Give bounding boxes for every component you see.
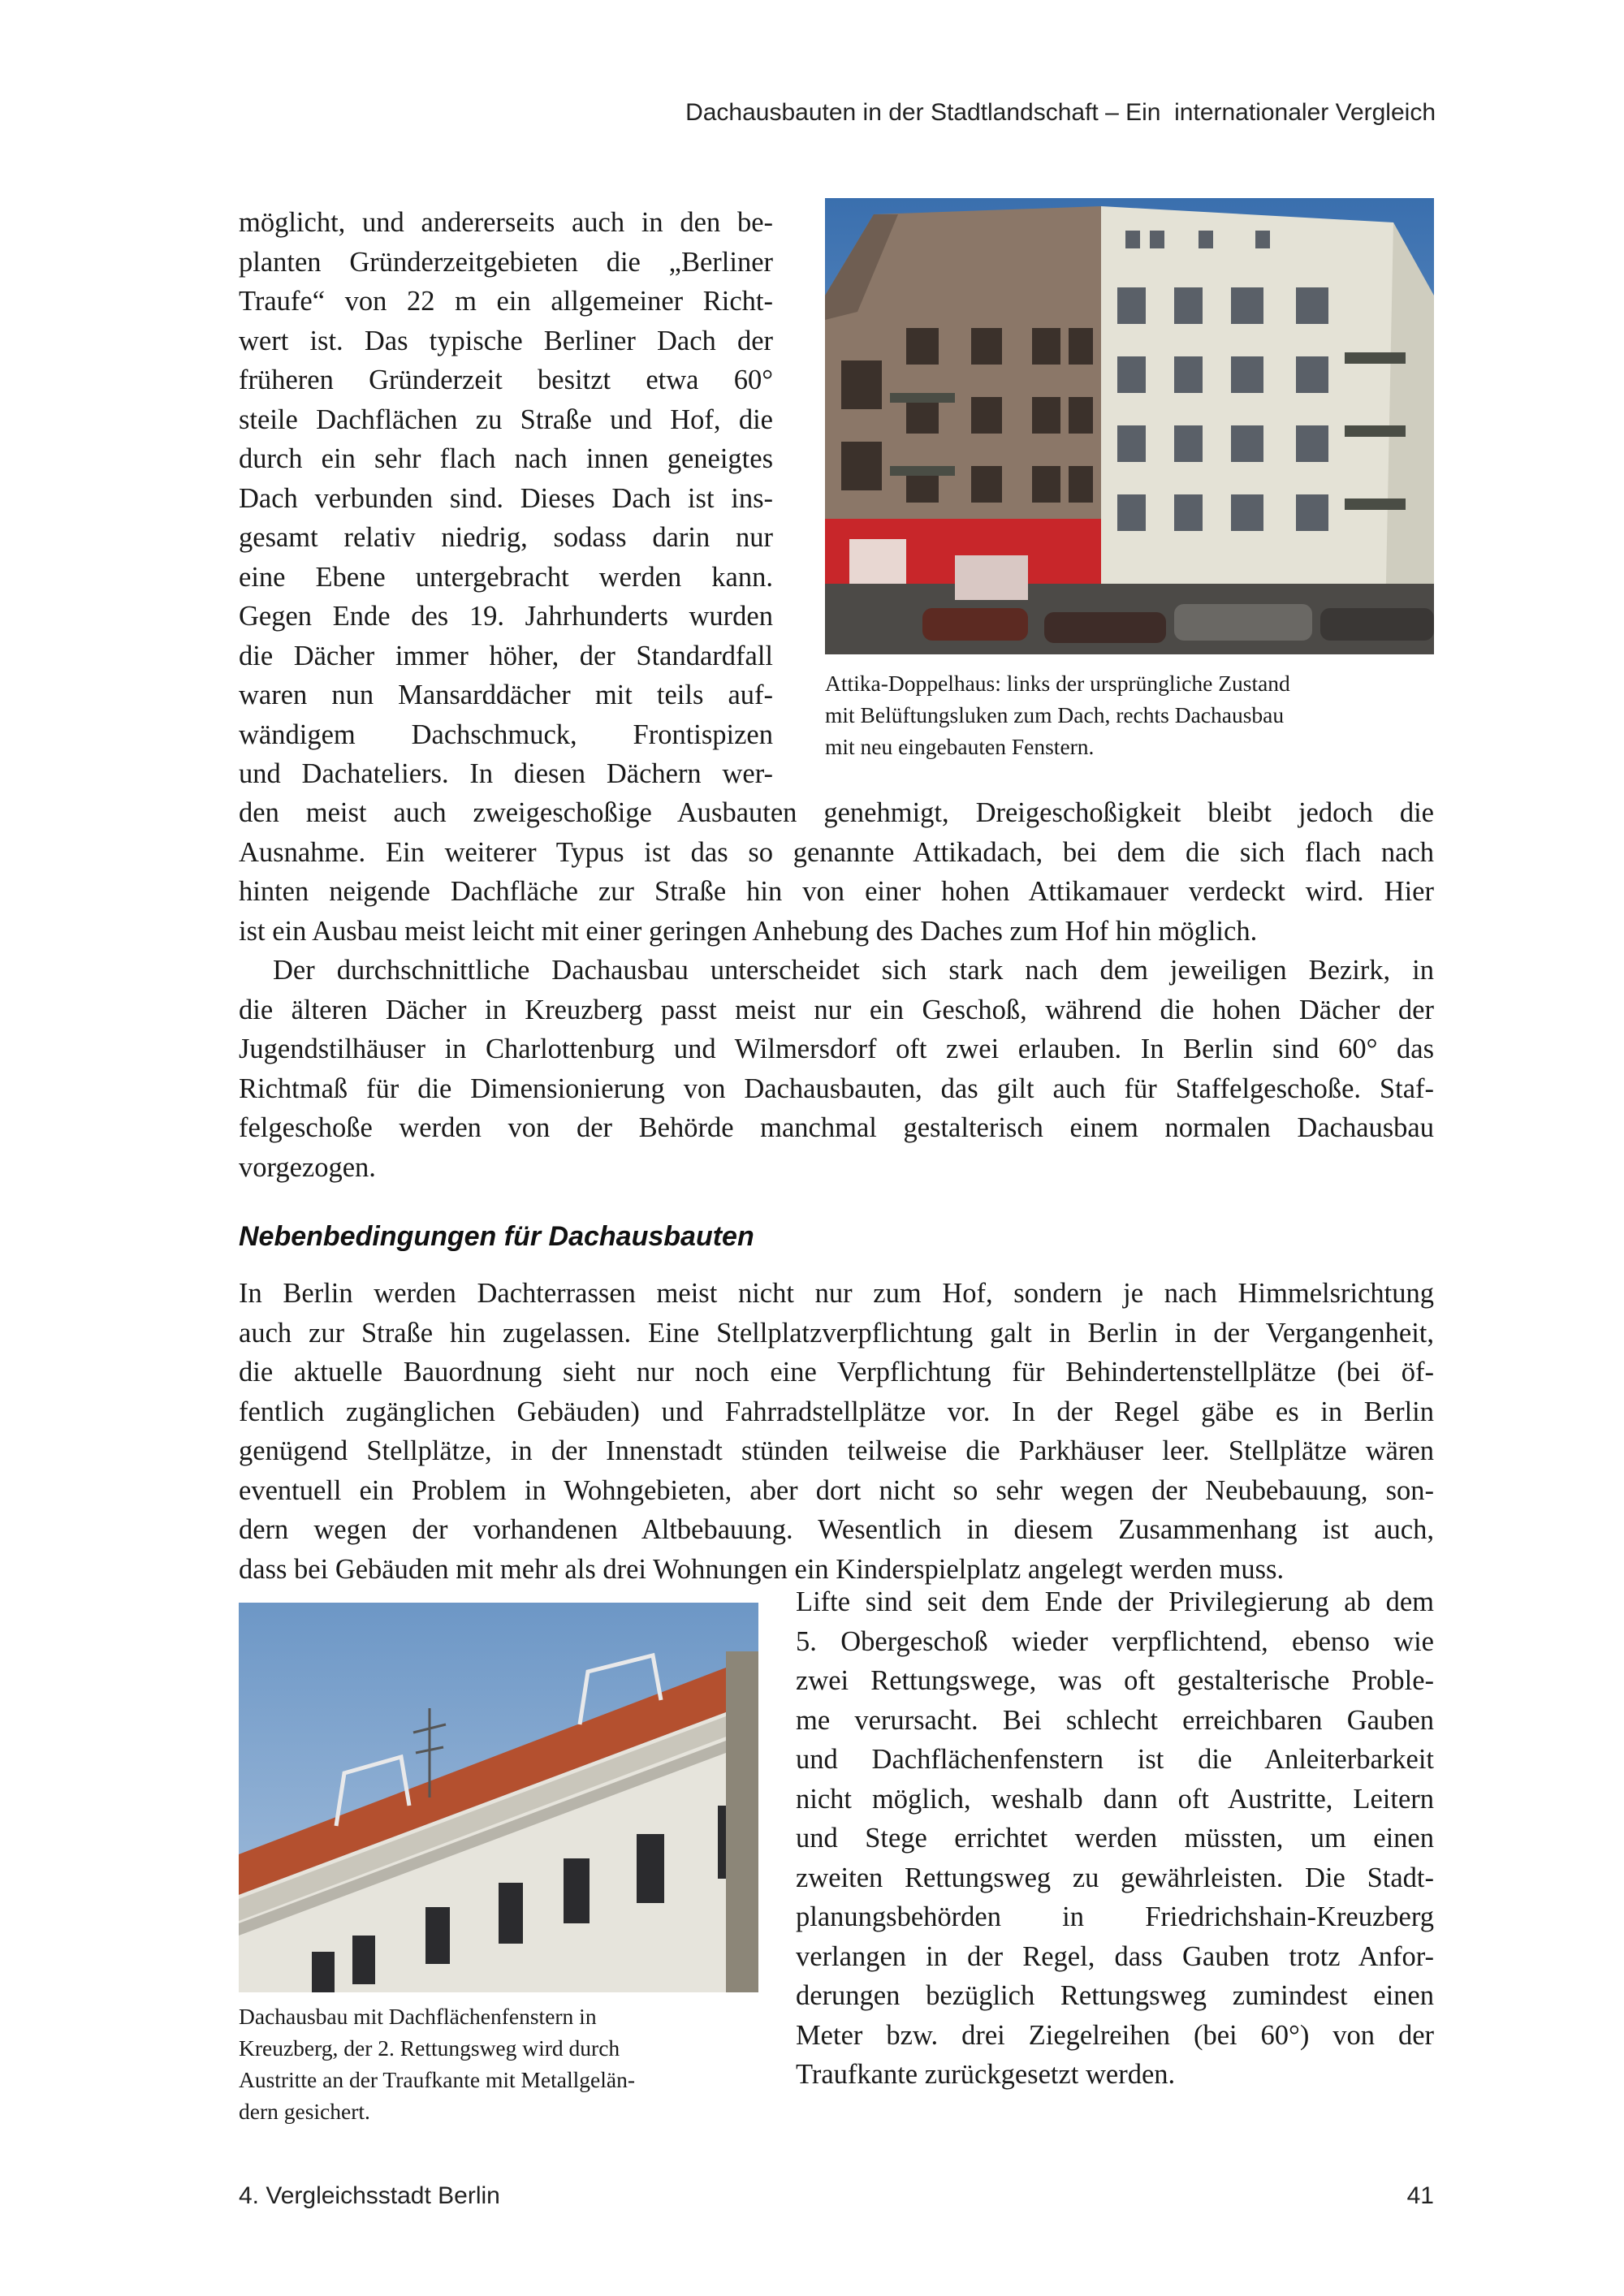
- text-line: den meist auch zweigeschoßige Ausbauten genehmigt, Dreigeschoßigkeit bleibt jedoch die: [239, 797, 1434, 828]
- text-line: Traufkante zurückgesetzt werden.: [796, 2059, 1176, 2090]
- text-line: die älteren Dächer in Kreuzberg passt meist nur ein Geschoß, während die hohen Dächer der: [239, 994, 1434, 1025]
- page-number: 41: [1406, 2182, 1434, 2209]
- text-line: Meter bzw. drei Ziegelreihen (bei 60°) von der: [796, 2019, 1434, 2051]
- photo-caption-1: [825, 667, 1434, 762]
- text-line: zweiten Rettungsweg zu gewährleisten. Die Stadt-: [796, 1862, 1434, 1893]
- text-line: hinten neigende Dachfläche zur Straße hin von einer hohen Attikamauer verdeckt wird. Hier: [239, 876, 1434, 907]
- text-line: wert ist. Das typische Berliner Dach der: [239, 325, 773, 356]
- text-line: eine Ebene untergebracht werden kann.: [239, 561, 773, 593]
- text-line: auch zur Straße hin zugelassen. Eine Stellplatzverpflichtung galt in Berlin in der Vergangenheit,: [239, 1317, 1434, 1349]
- text-line: derungen bezüglich Rettungsweg zumindest einen: [796, 1980, 1434, 2011]
- text-line: zwei Rettungswege, was oft gestalterische Proble-: [796, 1665, 1434, 1696]
- rettungsweg-paragraph: [796, 1582, 1434, 2095]
- paragraph-bezirk: [239, 951, 1434, 1187]
- text-line: Jugendstilhäuser in Charlottenburg und Wilmersdorf oft zwei erlauben. In Berlin sind 60° das: [239, 1034, 1434, 1064]
- text-line: genügend Stellplätze, in der Innenstadt stünden teilweise die Parkhäuser leer. Stellplätze wären: [239, 1435, 1434, 1466]
- text-line: vorgezogen.: [239, 1151, 376, 1183]
- photo-caption-2: [239, 2000, 758, 2127]
- text-line: Ausnahme. Ein weiterer Typus ist das so genannte Attikadach, bei dem die sich flach nach: [239, 836, 1434, 868]
- text-line: und Stege errichtet werden müssten, um einen: [796, 1823, 1434, 1854]
- text-line: Austritte an der Traufkante mit Metallgelän-: [239, 2067, 636, 2092]
- footer-chapter: 4. Vergleichsstadt Berlin: [239, 2182, 500, 2209]
- text-line: Attika-Doppelhaus: links der ursprüngliche Zustand: [825, 671, 1290, 696]
- text-line: Kreuzberg, der 2. Rettungsweg wird durch: [239, 2035, 620, 2061]
- text-line: Lifte sind seit dem Ende der Privilegierung ab dem: [796, 1586, 1434, 1617]
- text-line: Der durchschnittliche Dachausbau unterscheidet sich stark nach dem jeweiligen Bezirk, in: [273, 955, 1434, 986]
- text-line: 5. Obergeschoß wieder verpflichtend, ebenso wie: [796, 1625, 1434, 1657]
- text-line: nicht möglich, weshalb dann oft Austritte, Leitern: [796, 1783, 1434, 1815]
- text-line: wändigem Dachschmuck, Frontispizen: [239, 719, 773, 750]
- text-line: die Dächer immer höher, der Standardfall: [239, 640, 773, 671]
- text-line: dass bei Gebäuden mit mehr als drei Wohnungen ein Kinderspielplatz angelegt werden muss.: [239, 1553, 1285, 1585]
- text-line: eventuell ein Problem in Wohngebieten, aber dort nicht so sehr wegen der Neubebauung, son-: [239, 1474, 1434, 1506]
- text-line: fentlich zugänglichen Gebäuden) und Fahrradstellplätze vor. In der Regel gäbe es in Berlin: [239, 1396, 1434, 1427]
- text-line: mit Belüftungsluken zum Dach, rechts Dachausbau: [825, 702, 1285, 727]
- text-line: planten Gründerzeitgebieten die „Berliner: [239, 246, 773, 278]
- text-line: verlangen in der Regel, dass Gauben trotz Anfor-: [796, 1940, 1434, 1972]
- text-line: planungsbehörden in Friedrichshain-Kreuzberg: [796, 1901, 1434, 1932]
- section-paragraph: [239, 1274, 1434, 1589]
- intro-continuation: [239, 793, 1434, 951]
- text-line: In Berlin werden Dachterrassen meist nicht nur zum Hof, sondern je nach Himmelsrichtung: [239, 1278, 1434, 1309]
- text-line: ist ein Ausbau meist leicht mit einer geringen Anhebung des Daches zum Hof hin möglich.: [239, 915, 1258, 947]
- text-line: waren nun Mansarddächer mit teils auf-: [239, 680, 773, 710]
- text-line: dern wegen der vorhandenen Altbebauung. Wesentlich in diesem Zusammenhang ist auch,: [239, 1514, 1434, 1545]
- text-line: die aktuelle Bauordnung sieht nur noch eine Verpflichtung für Behindertenstellplätze (bei öf-: [239, 1357, 1434, 1388]
- text-line: und Dachateliers. In diesen Dächern wer-: [239, 758, 773, 789]
- text-line: mit neu eingebauten Fenstern.: [825, 734, 1095, 759]
- text-line: gesamt relativ niedrig, sodass darin nur: [239, 522, 773, 553]
- text-line: Dach verbunden sind. Dieses Dach ist ins-: [239, 482, 773, 514]
- building-photo-1: [825, 198, 1434, 654]
- text-line: durch ein sehr flach nach innen geneigtes: [239, 443, 773, 474]
- text-line: dern gesichert.: [239, 2099, 370, 2124]
- photo-attika-doppelhaus: [825, 198, 1434, 654]
- text-line: steile Dachflächen zu Straße und Hof, die: [239, 404, 773, 435]
- text-line: felgeschoße werden von der Behörde manchmal gestalterisch einem normalen Dachausbau: [239, 1112, 1434, 1143]
- text-line: Richtmaß für die Dimensionierung von Dachausbauten, das gilt auch für Staffelgeschoße. Staf-: [239, 1072, 1434, 1104]
- building-photo-2: [239, 1603, 758, 1992]
- photo-dachausbau-kreuzberg: [239, 1603, 758, 1992]
- text-line: Traufe“ von 22 m ein allgemeiner Richt-: [239, 286, 773, 317]
- text-line: Dachausbau mit Dachflächenfenstern in: [239, 2004, 597, 2029]
- section-heading: Nebenbedingungen für Dachausbauten: [239, 1221, 754, 1252]
- running-header: Dachausbauten in der Stadtlandschaft – Ein internationaler Vergleich: [685, 99, 1436, 126]
- text-line: früheren Gründerzeit besitzt etwa 60°: [239, 365, 773, 395]
- text-line: me verursacht. Bei schlecht erreichbaren Gauben: [796, 1704, 1434, 1736]
- intro-paragraph: [239, 203, 773, 794]
- text-line: und Dachflächenfenstern ist die Anleiterbarkeit: [796, 1744, 1434, 1775]
- text-line: möglicht, und andererseits auch in den be-: [239, 207, 773, 238]
- text-line: Gegen Ende des 19. Jahrhunderts wurden: [239, 601, 773, 632]
